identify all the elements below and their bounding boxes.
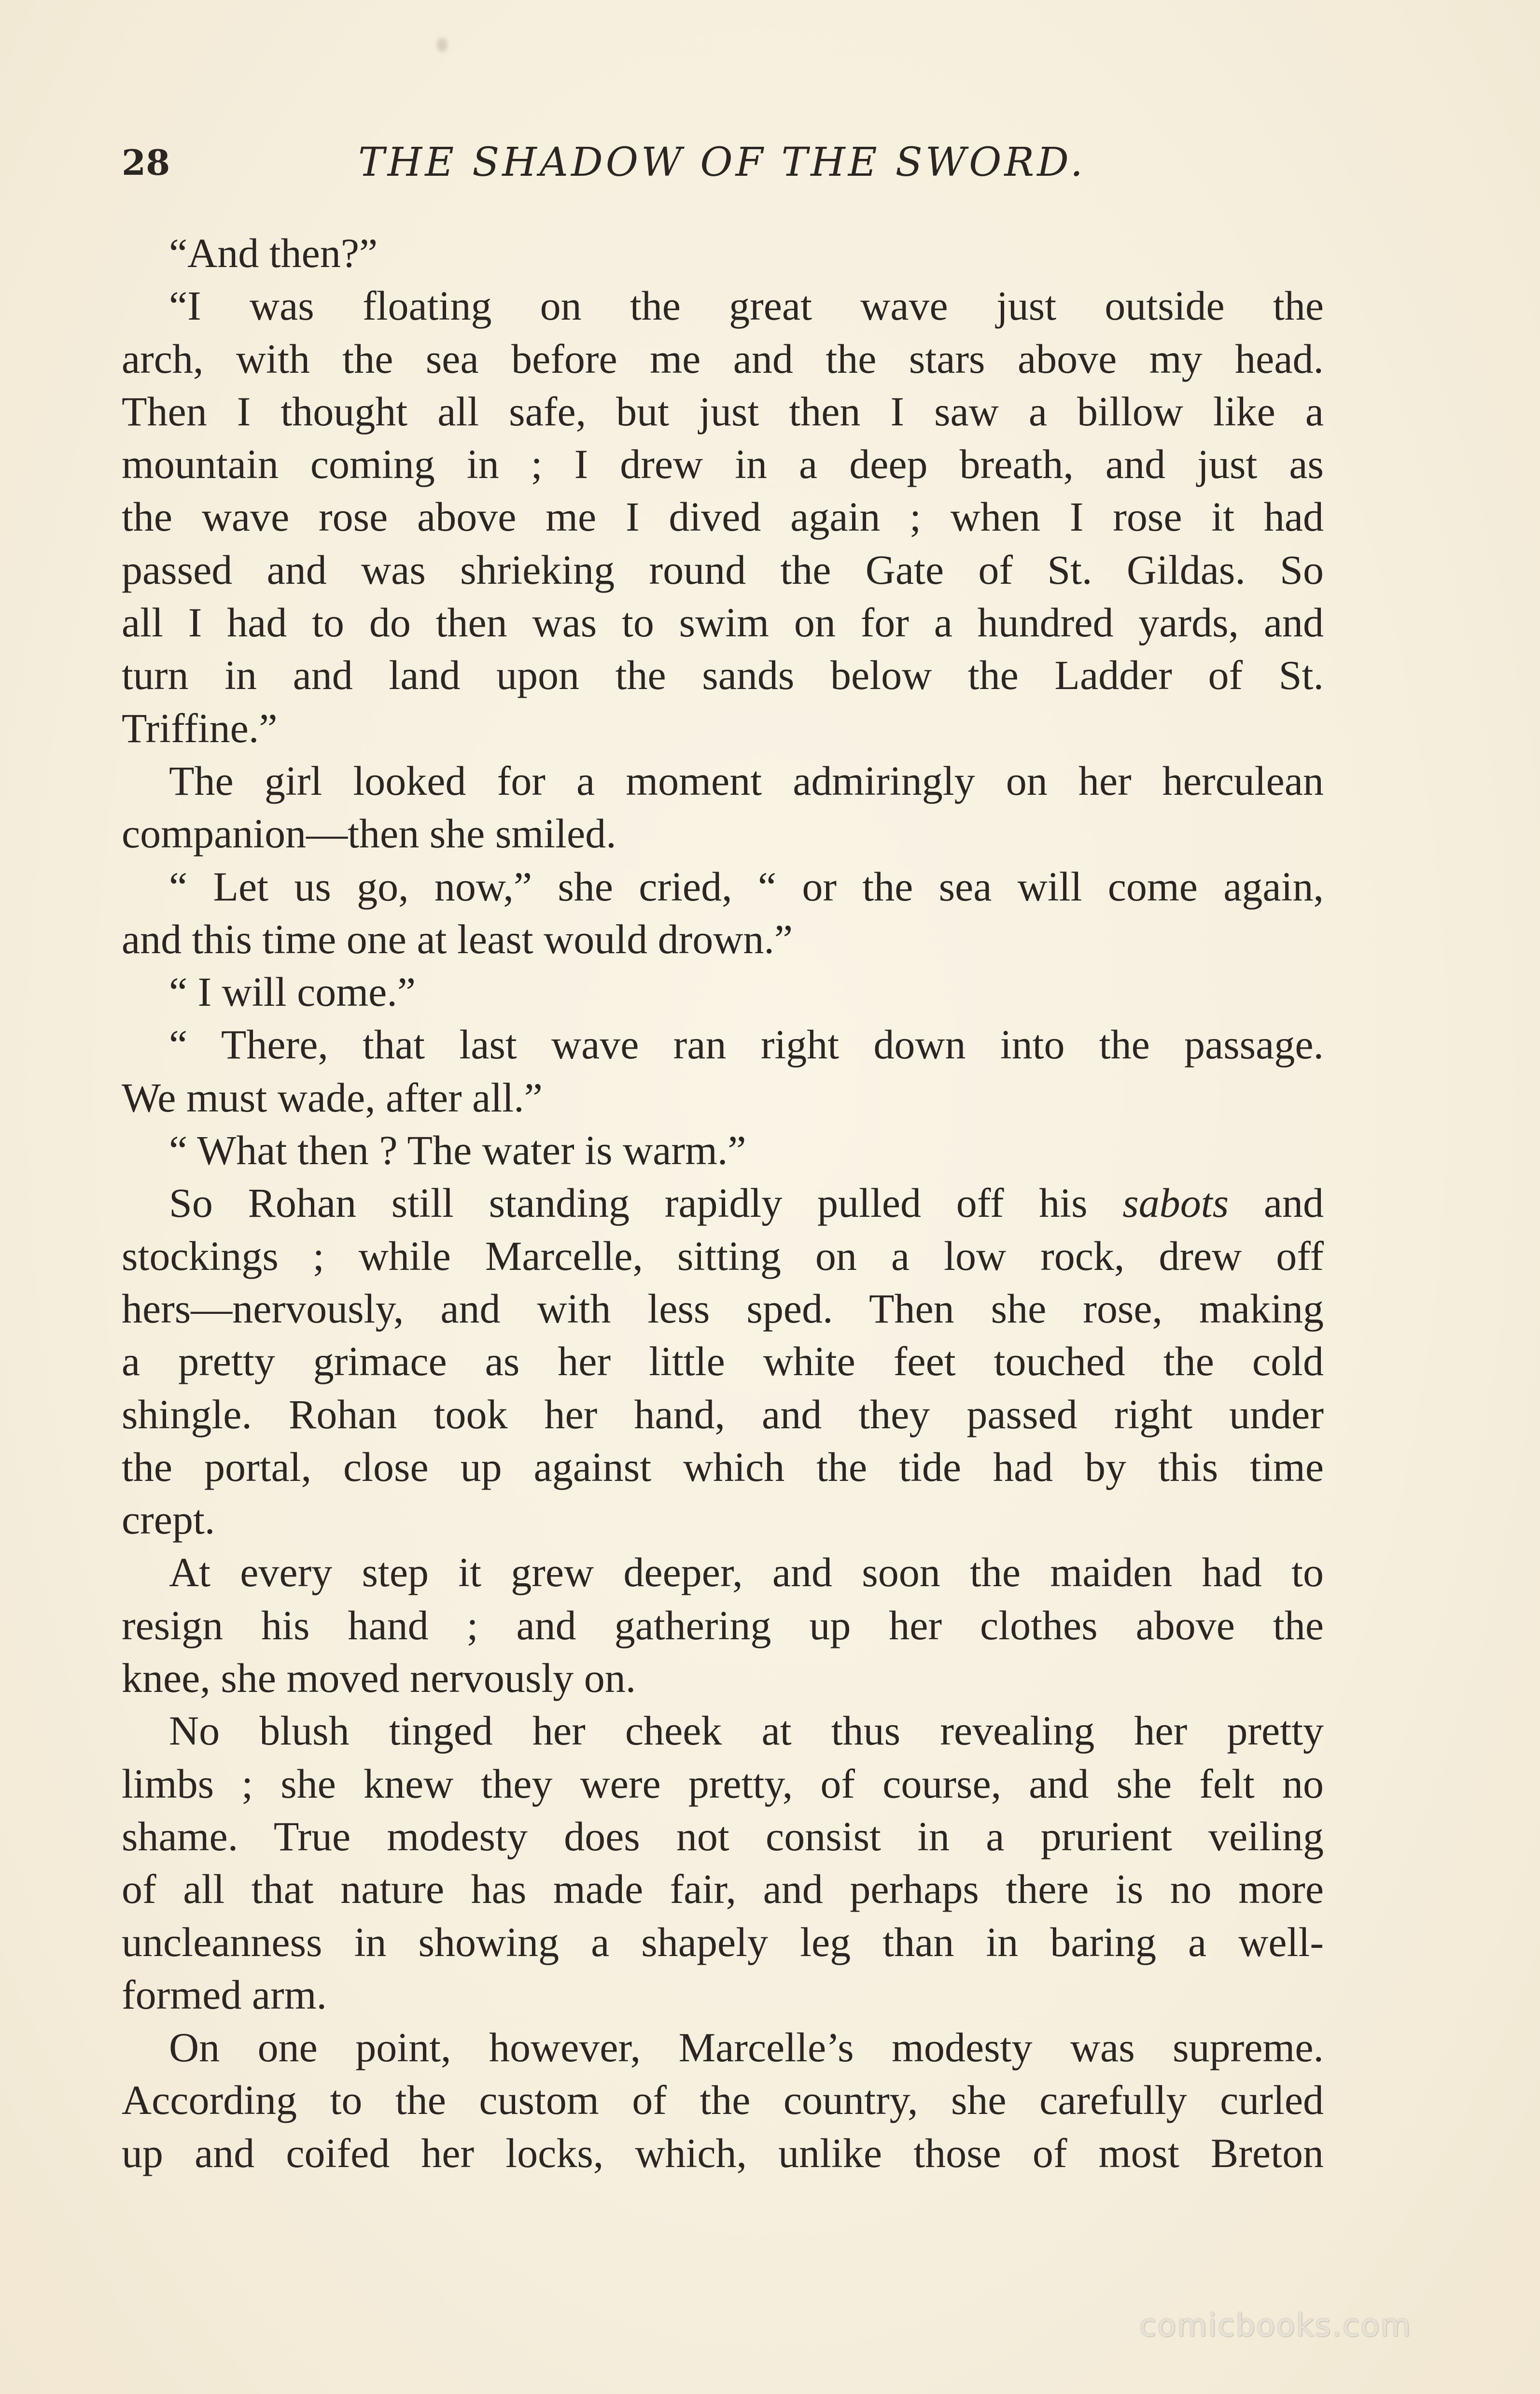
italic-word-sabots: sabots	[1122, 1180, 1229, 1226]
text-line: mountain coming in ; I drew in a deep breath, and just as	[122, 441, 1324, 488]
text-line: “And then?”	[169, 230, 378, 276]
text-line: “I was floating on the great wave just outside the	[169, 282, 1324, 329]
text-line: and this time one at least would drown.”	[122, 915, 793, 962]
text-line: knee, she moved nervously on.	[122, 1655, 636, 1702]
body-text	[122, 227, 1324, 2180]
paper-speck	[437, 38, 448, 52]
text-line: all I had to do then was to swim on for a hundred yards, and	[122, 599, 1324, 646]
text-line: turn in and land upon the sands below the Ladder of St.	[122, 652, 1324, 699]
text-line: the wave rose above me I dived again ; when I rose it had	[122, 493, 1324, 540]
running-title: THE SHADOW OF THE SWORD.	[358, 140, 1086, 185]
text-line: limbs ; she knew they were pretty, of course, and she felt no	[122, 1760, 1324, 1807]
page-header	[122, 136, 1329, 189]
text-line: uncleanness in showing a shapely leg than in baring a well-	[122, 1918, 1324, 1965]
text-line: passed and was shrieking round the Gate of St. Gildas. So	[122, 546, 1324, 593]
text-line: up and coifed her locks, which, unlike those of most Breton	[122, 2129, 1324, 2176]
text-line: of all that nature has made fair, and perhaps there is no more	[122, 1866, 1324, 1913]
text-line: companion—then she smiled.	[122, 810, 616, 857]
text-line: Triffine.”	[122, 704, 278, 751]
text-line: Then I thought all safe, but just then I saw a billow like a	[122, 388, 1324, 435]
watermark: comicbooks.com	[1139, 2308, 1412, 2344]
text-line: a pretty grimace as her little white feet touched the cold	[122, 1338, 1324, 1385]
text-line: “ Let us go, now,” she cried, “ or the sea will come again,	[169, 863, 1324, 910]
text-line: arch, with the sea before me and the stars above my head.	[122, 335, 1324, 382]
text-line: hers—nervously, and with less sped. Then she rose, making	[122, 1285, 1324, 1332]
text-line: The girl looked for a moment admiringly on her herculean	[169, 757, 1324, 804]
text-line: At every step it grew deeper, and soon the maiden had to	[169, 1549, 1324, 1596]
text-line: resign his hand ; and gathering up her clothes above the	[122, 1602, 1324, 1648]
text-line: stockings ; while Marcelle, sitting on a low rock, drew off	[122, 1232, 1324, 1279]
text-line-with-italic	[122, 1177, 1324, 1229]
text-fragment: So Rohan still standing rapidly pulled off his	[169, 1180, 1123, 1226]
text-line: “ What then ? The water is warm.”	[169, 1127, 746, 1174]
page-number: 28	[122, 142, 170, 183]
text-line: “ There, that last wave ran right down into the passage.	[169, 1021, 1324, 1068]
text-line: shingle. Rohan took her hand, and they passed right under	[122, 1391, 1324, 1437]
text-line: According to the custom of the country, she carefully curled	[122, 2077, 1324, 2124]
text-line: crept.	[122, 1496, 215, 1543]
text-line: shame. True modesty does not consist in a prurient veiling	[122, 1813, 1324, 1859]
text-line: formed arm.	[122, 1971, 327, 2018]
text-line: No blush tinged her cheek at thus revealing her pretty	[169, 1707, 1324, 1754]
text-line: On one point, however, Marcelle’s modesty was supreme.	[169, 2024, 1324, 2071]
text-fragment: and	[1229, 1180, 1324, 1226]
text-line: We must wade, after all.”	[122, 1074, 543, 1121]
text-line: “ I will come.”	[169, 969, 416, 1015]
text-line: the portal, close up against which the tide had by this time	[122, 1443, 1324, 1490]
